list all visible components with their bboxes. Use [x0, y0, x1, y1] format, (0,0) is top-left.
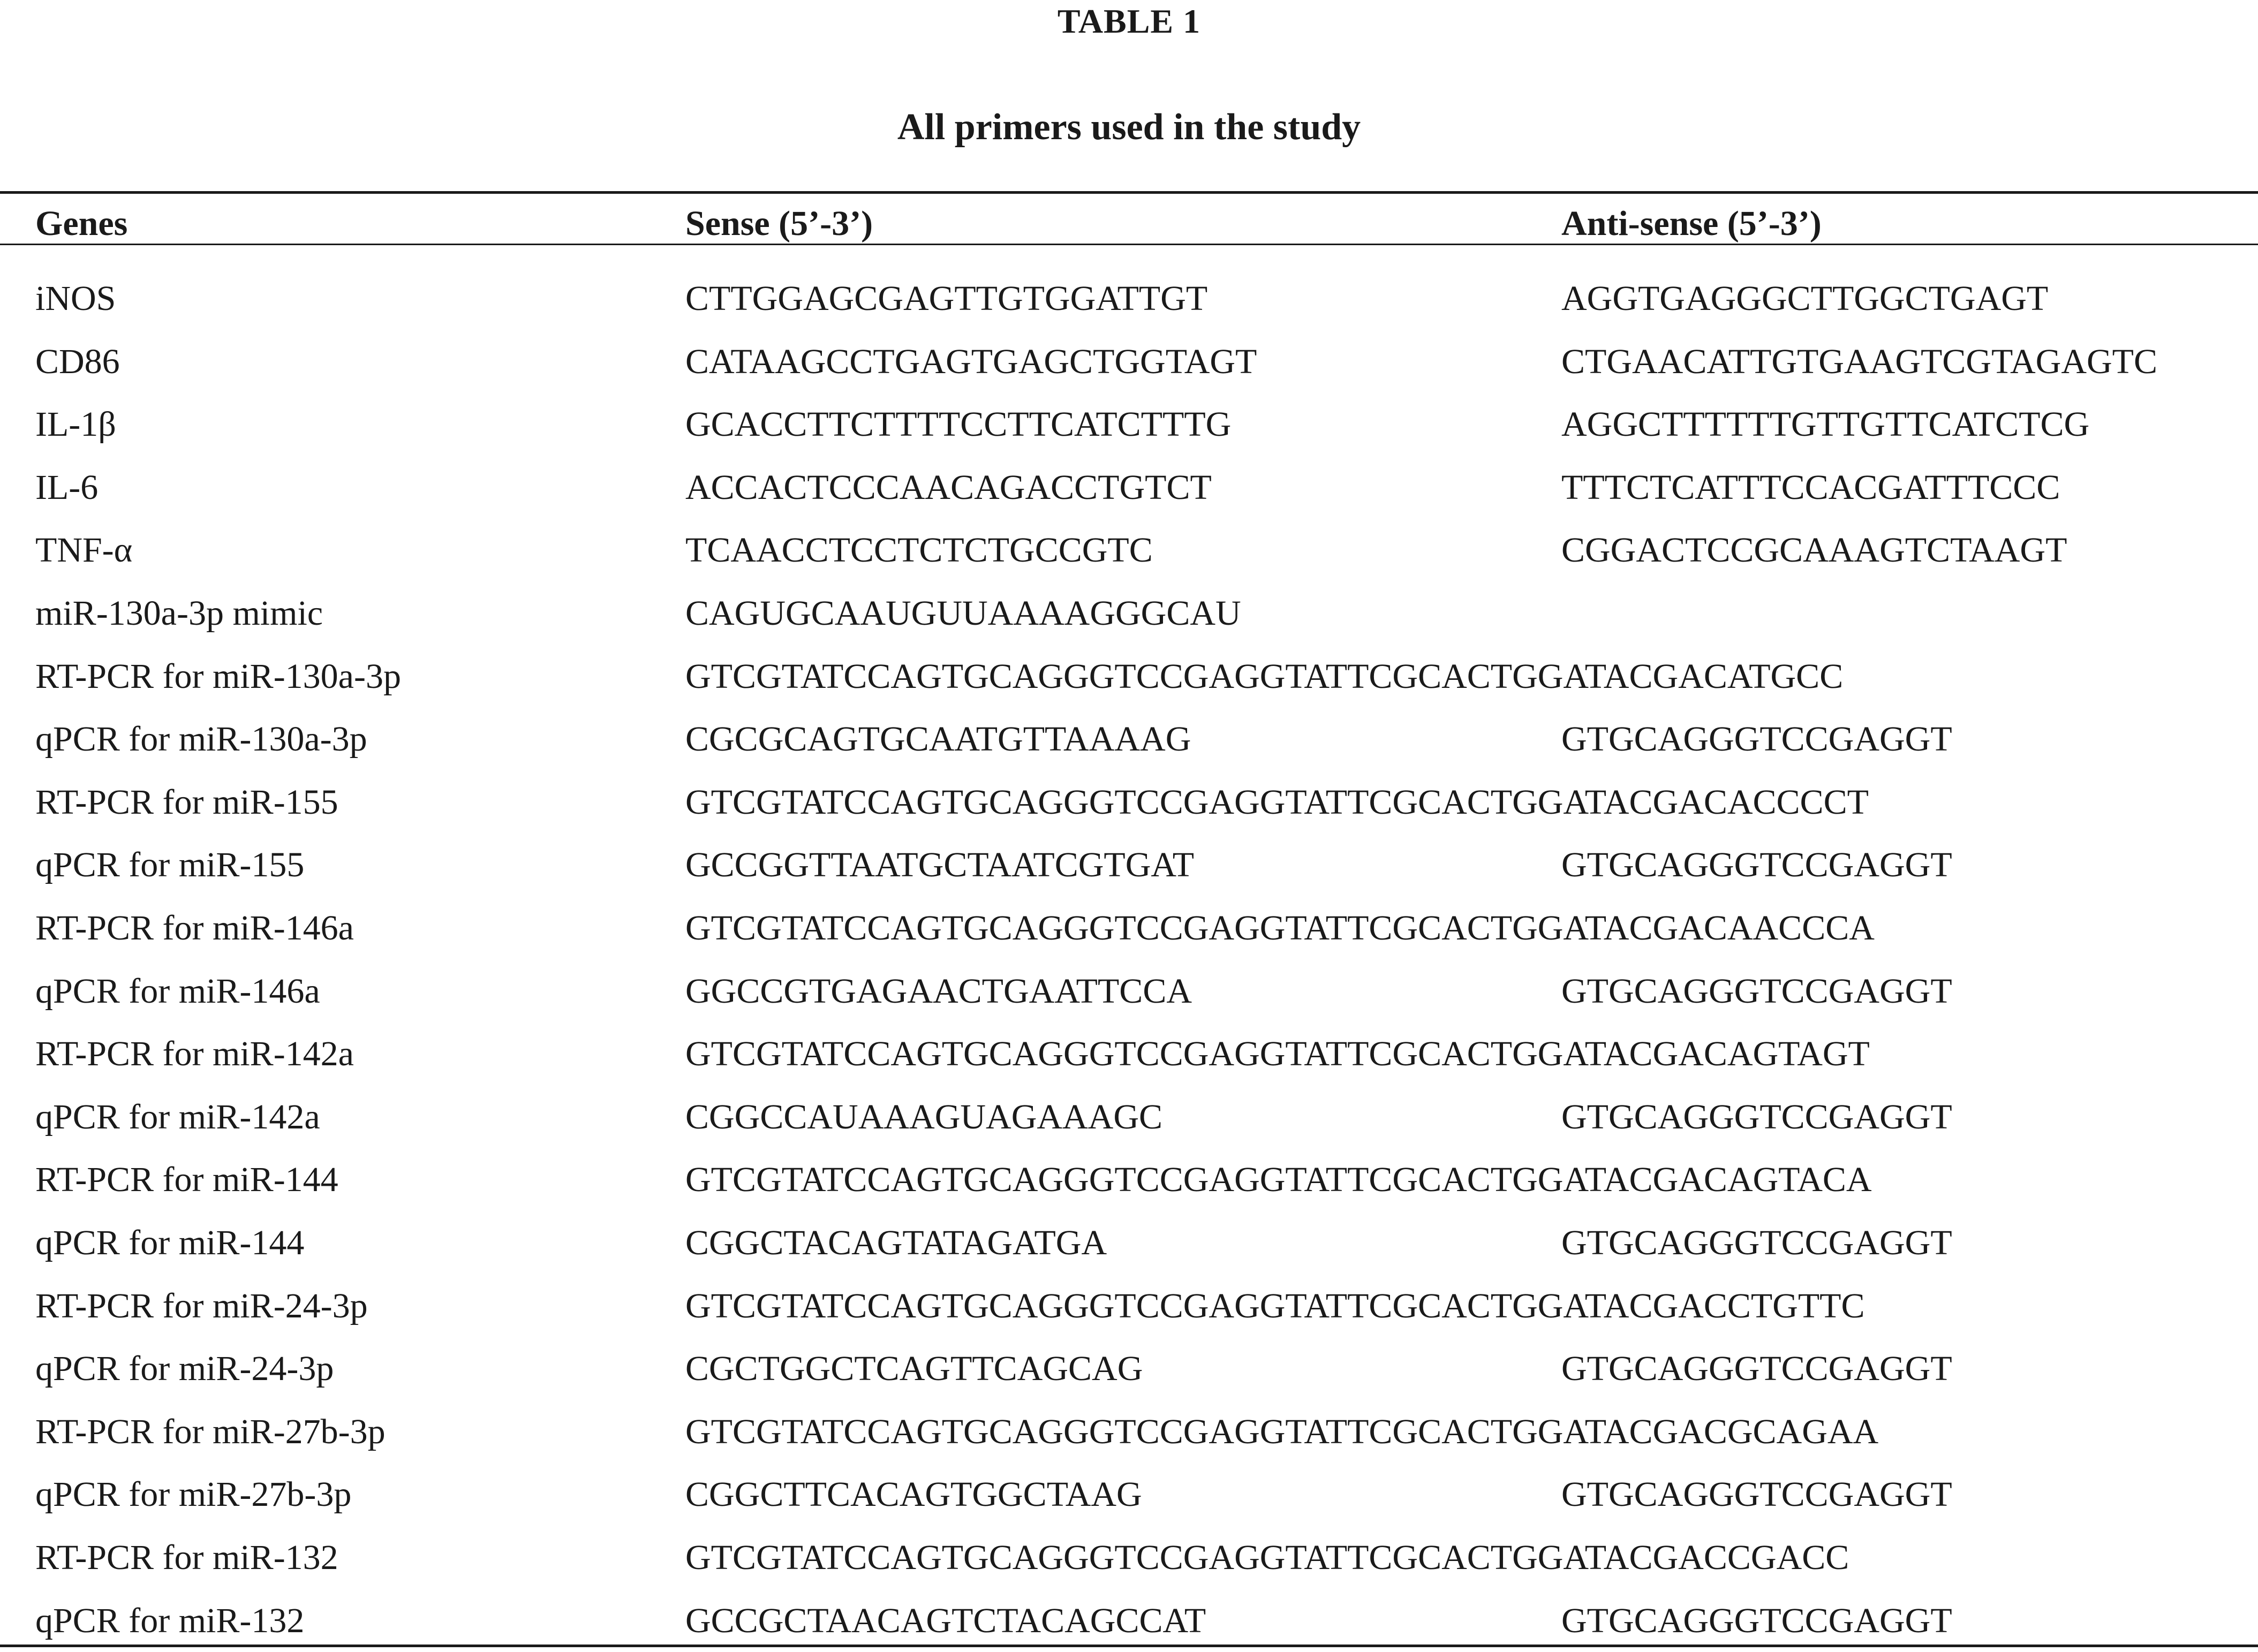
- table-row: [0, 1411, 2258, 1453]
- cell-antisense: GTGCAGGGTCCGAGGT: [1561, 972, 1952, 1011]
- cell-sense: CGGCTACAGTATAGATGA: [685, 1223, 1107, 1262]
- cell-antisense: TTTCTCATTTCCACGATTTCCC: [1561, 468, 2060, 507]
- cell-sense: GCCGCTAACAGTCTACAGCCAT: [685, 1601, 1206, 1640]
- cell-gene: miR-130a-3p mimic: [35, 594, 323, 633]
- cell-gene: qPCR for miR-24-3p: [35, 1349, 334, 1388]
- cell-gene: IL-1β: [35, 405, 116, 444]
- table-row: [0, 403, 2258, 446]
- cell-antisense: GTGCAGGGTCCGAGGT: [1561, 1601, 1952, 1640]
- cell-antisense: GTGCAGGGTCCGAGGT: [1561, 719, 1952, 759]
- cell-sense: CGCTGGCTCAGTTCAGCAG: [685, 1349, 1143, 1388]
- cell-gene: RT-PCR for miR-142a: [35, 1034, 354, 1073]
- cell-gene: RT-PCR for miR-130a-3p: [35, 657, 401, 696]
- table-row: [0, 844, 2258, 886]
- cell-sense: GTCGTATCCAGTGCAGGGTCCGAGGTATTCGCACTGGATACGACAGTACA: [685, 1160, 1872, 1199]
- table-title: All primers used in the study: [897, 107, 1361, 148]
- cell-gene: RT-PCR for miR-155: [35, 783, 338, 822]
- cell-antisense: AGGTGAGGGCTTGGCTGAGT: [1561, 279, 2049, 318]
- table-row: [0, 781, 2258, 824]
- cell-gene: CD86: [35, 342, 120, 381]
- cell-sense: TCAACCTCCTCTCTGCCGTC: [685, 531, 1153, 570]
- table-row: [0, 1600, 2258, 1642]
- table-row: [0, 907, 2258, 950]
- table-row: [0, 1158, 2258, 1201]
- table-row: [0, 1536, 2258, 1579]
- table-row: [0, 277, 2258, 320]
- cell-gene: IL-6: [35, 468, 99, 507]
- table-row: [0, 1033, 2258, 1075]
- table-row: [0, 655, 2258, 698]
- cell-gene: TNF-α: [35, 531, 133, 570]
- cell-sense: GTCGTATCCAGTGCAGGGTCCGAGGTATTCGCACTGGATACGACAGTAGT: [685, 1034, 1870, 1073]
- cell-gene: qPCR for miR-142a: [35, 1097, 320, 1136]
- table-row: [0, 340, 2258, 383]
- cell-gene: iNOS: [35, 279, 116, 318]
- header-genes: Genes: [35, 204, 128, 243]
- cell-sense: CAGUGCAAUGUUAAAAGGGCAU: [685, 594, 1241, 633]
- cell-gene: RT-PCR for miR-132: [35, 1538, 338, 1577]
- table-row: [0, 592, 2258, 635]
- cell-sense: CATAAGCCTGAGTGAGCTGGTAGT: [685, 342, 1257, 381]
- cell-sense: GGCCGTGAGAACTGAATTCCA: [685, 972, 1192, 1011]
- header-sense: Sense (5’-3’): [685, 204, 873, 243]
- table-row: [0, 718, 2258, 761]
- table-row: [0, 1285, 2258, 1328]
- cell-sense: ACCACTCCCAACAGACCTGTCT: [685, 468, 1212, 507]
- cell-gene: RT-PCR for miR-27b-3p: [35, 1412, 386, 1451]
- cell-sense: GTCGTATCCAGTGCAGGGTCCGAGGTATTCGCACTGGATACGACATGCC: [685, 657, 1844, 696]
- table-row: [0, 466, 2258, 509]
- cell-antisense: GTGCAGGGTCCGAGGT: [1561, 1475, 1952, 1514]
- cell-gene: qPCR for miR-146a: [35, 972, 320, 1011]
- cell-antisense: GTGCAGGGTCCGAGGT: [1561, 1349, 1952, 1388]
- cell-gene: RT-PCR for miR-144: [35, 1160, 338, 1199]
- table-row: [0, 1473, 2258, 1516]
- cell-antisense: CGGACTCCGCAAAGTCTAAGT: [1561, 531, 2067, 570]
- cell-sense: GCACCTTCTTTTCCTTCATCTTTG: [685, 405, 1232, 444]
- cell-antisense: GTGCAGGGTCCGAGGT: [1561, 1223, 1952, 1262]
- cell-sense: GCCGGTTAATGCTAATCGTGAT: [685, 845, 1195, 884]
- header-antisense: Anti-sense (5’-3’): [1561, 204, 1822, 243]
- cell-sense: GTCGTATCCAGTGCAGGGTCCGAGGTATTCGCACTGGATACGACACCCCT: [685, 783, 1869, 822]
- cell-antisense: CTGAACATTGTGAAGTCGTAGAGTC: [1561, 342, 2157, 381]
- table-bottom-rule: [0, 1645, 2258, 1647]
- cell-antisense: GTGCAGGGTCCGAGGT: [1561, 1097, 1952, 1136]
- cell-sense: GTCGTATCCAGTGCAGGGTCCGAGGTATTCGCACTGGATACGACCGACC: [685, 1538, 1849, 1577]
- table-label: TABLE 1: [1057, 2, 1201, 40]
- cell-sense: GTCGTATCCAGTGCAGGGTCCGAGGTATTCGCACTGGATACGACAACCCA: [685, 908, 1875, 948]
- cell-gene: qPCR for miR-155: [35, 845, 305, 884]
- cell-gene: qPCR for miR-27b-3p: [35, 1475, 352, 1514]
- cell-gene: RT-PCR for miR-146a: [35, 908, 354, 948]
- table-row: [0, 529, 2258, 572]
- cell-antisense: AGGCTTTTTTGTTGTTCATCTCG: [1561, 405, 2090, 444]
- cell-sense: CGGCTTCACAGTGGCTAAG: [685, 1475, 1142, 1514]
- table-row: [0, 1222, 2258, 1264]
- table-row: [0, 1347, 2258, 1390]
- table-row: [0, 970, 2258, 1013]
- table-row: [0, 1096, 2258, 1139]
- cell-gene: qPCR for miR-130a-3p: [35, 719, 367, 759]
- cell-sense: GTCGTATCCAGTGCAGGGTCCGAGGTATTCGCACTGGATACGACCTGTTC: [685, 1286, 1865, 1325]
- cell-gene: qPCR for miR-144: [35, 1223, 305, 1262]
- cell-sense: GTCGTATCCAGTGCAGGGTCCGAGGTATTCGCACTGGATACGACGCAGAA: [685, 1412, 1879, 1451]
- cell-sense: CTTGGAGCGAGTTGTGGATTGT: [685, 279, 1208, 318]
- cell-sense: CGGCCAUAAAGUAGAAAGC: [685, 1097, 1163, 1136]
- cell-gene: qPCR for miR-132: [35, 1601, 305, 1640]
- cell-antisense: GTGCAGGGTCCGAGGT: [1561, 845, 1952, 884]
- cell-gene: RT-PCR for miR-24-3p: [35, 1286, 368, 1325]
- cell-sense: CGCGCAGTGCAATGTTAAAAG: [685, 719, 1191, 759]
